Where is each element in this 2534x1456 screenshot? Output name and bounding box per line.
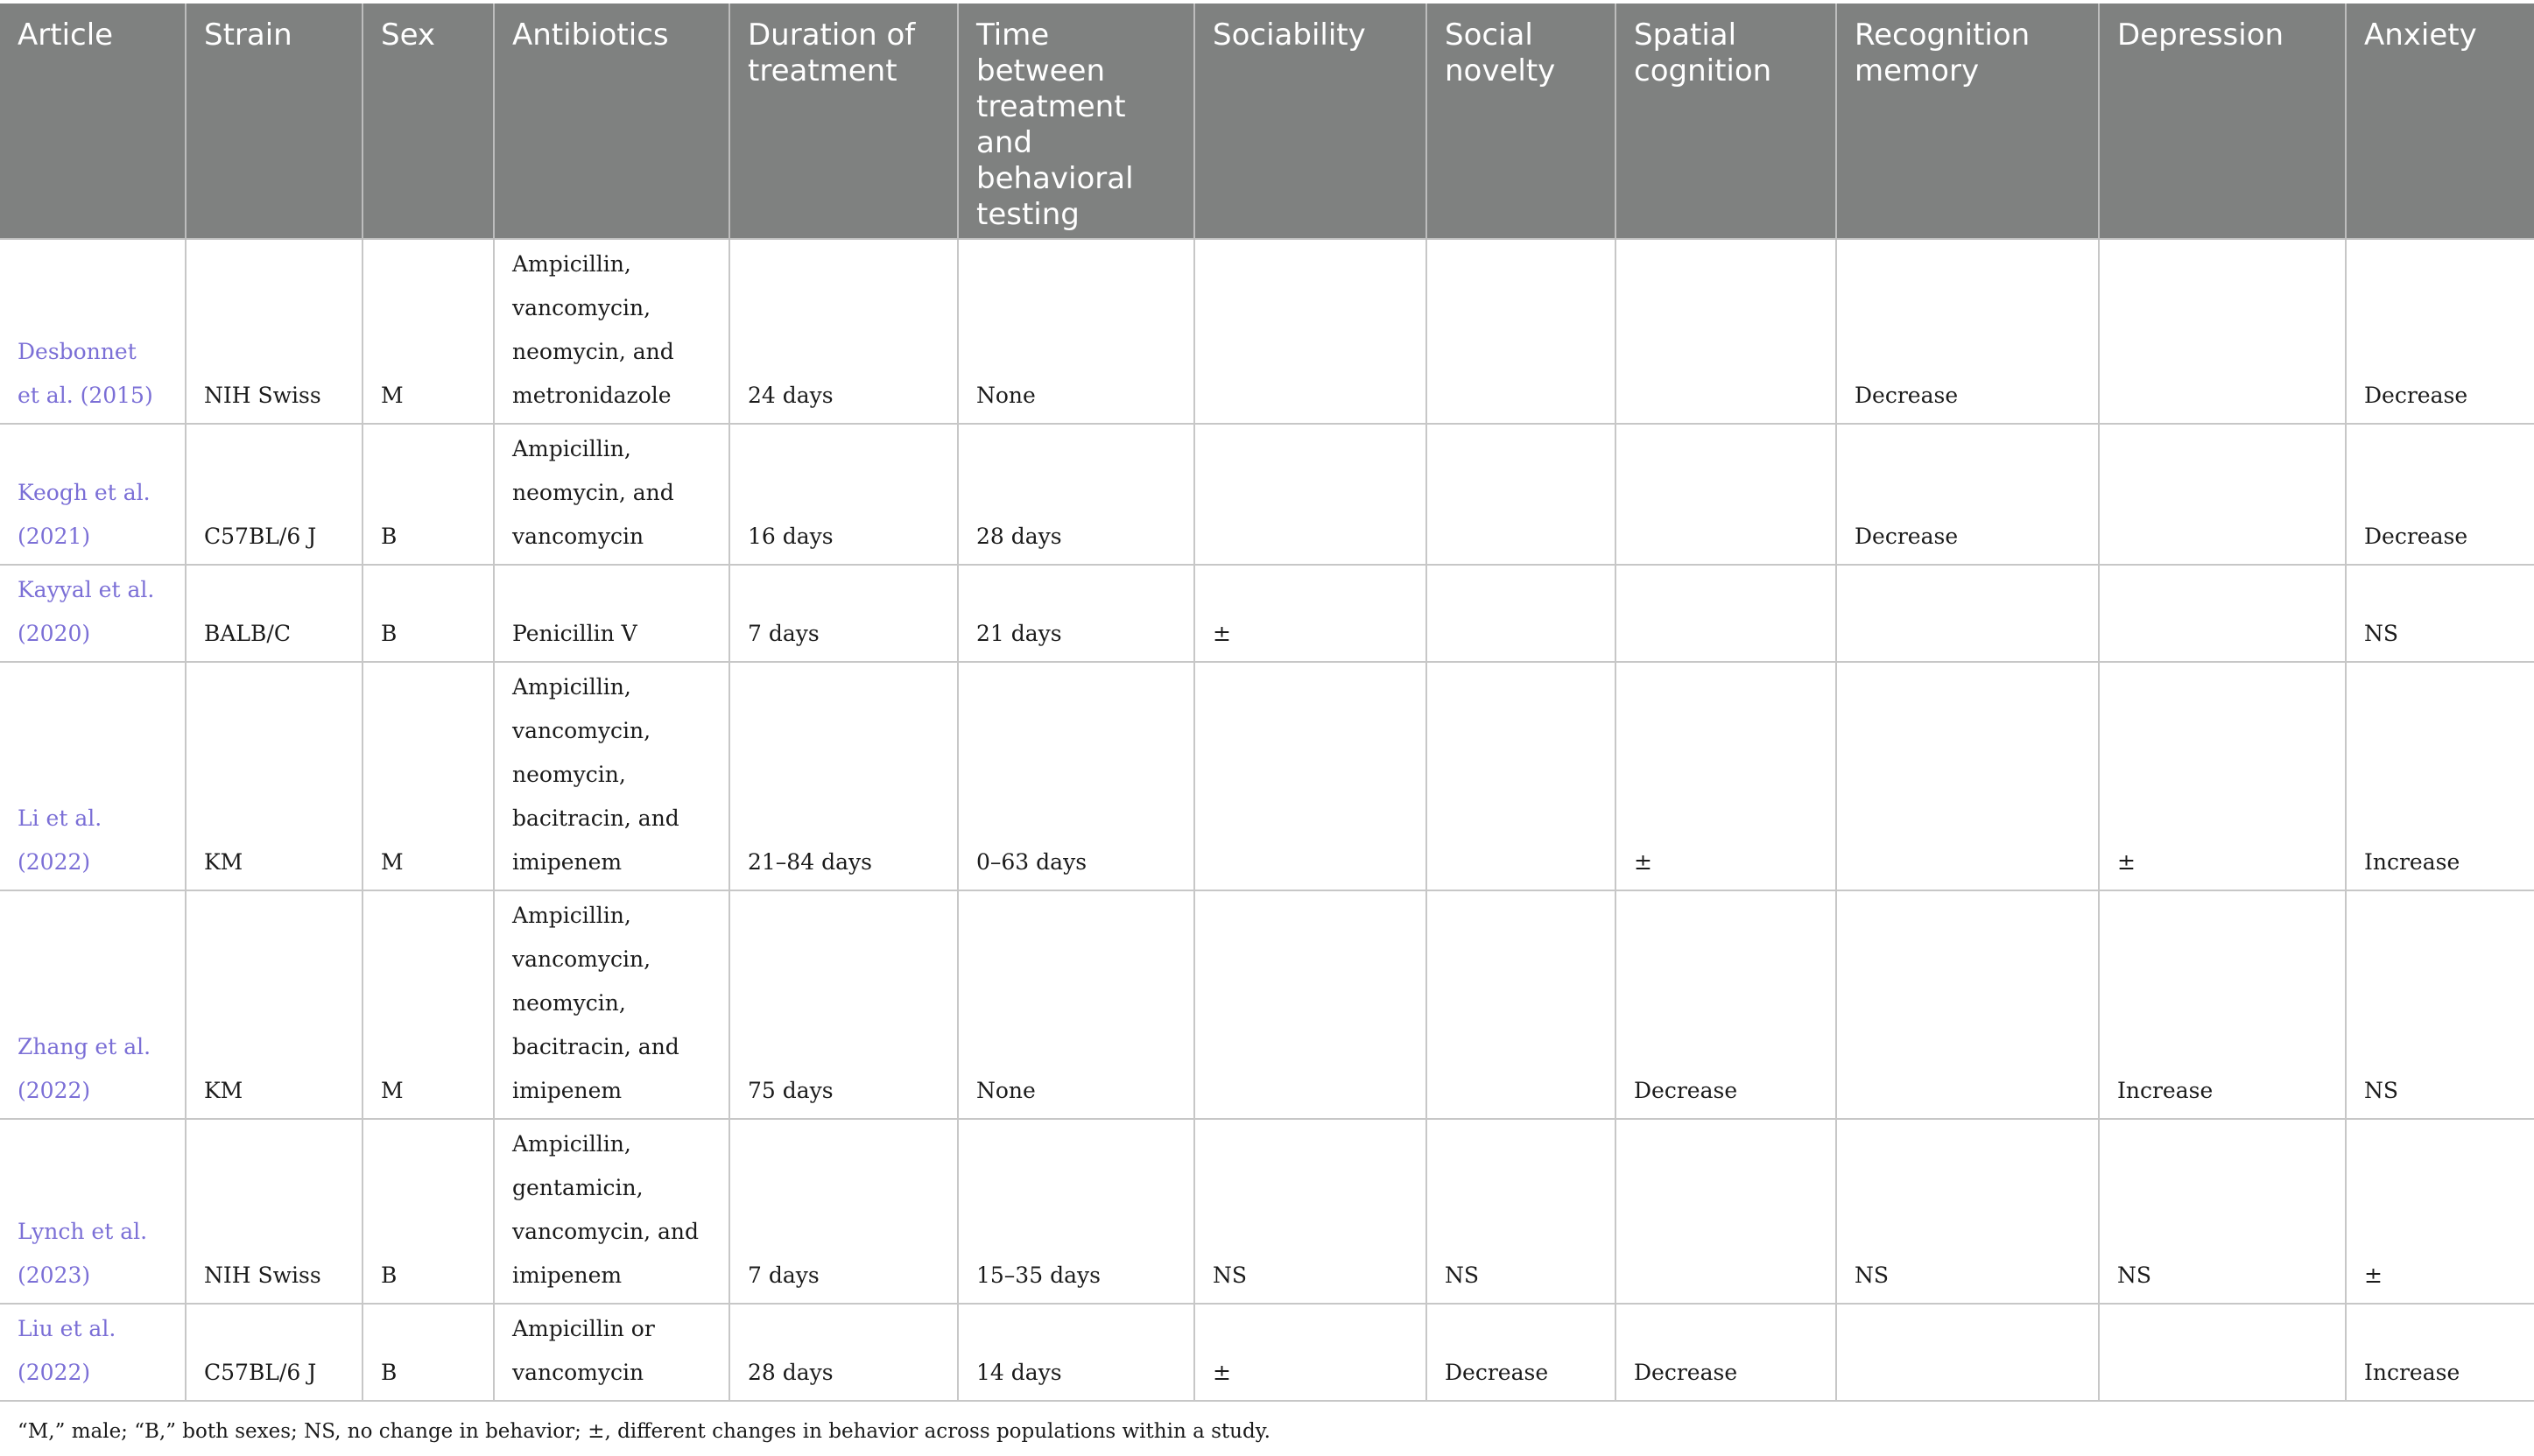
table-row [0,662,2534,890]
cell-time-between: 28 days [958,424,1194,565]
article-link[interactable]: Kayyal et al. (2020) [18,577,155,646]
cell-duration: 28 days [729,1304,958,1401]
column-header-recognition-memory: Recognition memory [1836,4,2099,239]
cell-time-between: 21 days [958,565,1194,662]
article-link[interactable]: Lynch et al. (2023) [18,1219,148,1288]
cell-spatial-cognition [1615,424,1836,565]
cell-strain: BALB/C [186,565,363,662]
cell-recognition-memory [1836,890,2099,1119]
cell-recognition-memory: Decrease [1836,424,2099,565]
cell-depression: ± [2099,662,2346,890]
cell-anxiety: NS [2346,890,2534,1119]
cell-sociability [1194,662,1426,890]
cell-recognition-memory [1836,662,2099,890]
cell-antibiotics: Ampicillin, vancomycin, neomycin, bacitracin, and imipenem [494,662,729,890]
cell-depression: NS [2099,1119,2346,1304]
cell-anxiety: Decrease [2346,424,2534,565]
table-row [0,239,2534,424]
article-link[interactable]: Keogh et al. (2021) [18,480,151,549]
cell-article[interactable] [0,1304,186,1401]
cell-article[interactable] [0,424,186,565]
cell-time-between: 0–63 days [958,662,1194,890]
cell-social-novelty [1426,662,1615,890]
header-row [0,4,2534,239]
table-body [0,239,2534,1401]
cell-duration: 21–84 days [729,662,958,890]
column-header-social-novelty: Social novelty [1426,4,1615,239]
column-header-sex: Sex [363,4,494,239]
cell-social-novelty [1426,565,1615,662]
cell-strain: KM [186,662,363,890]
cell-antibiotics: Ampicillin, vancomycin, neomycin, and metronidazole [494,239,729,424]
cell-recognition-memory [1836,1304,2099,1401]
cell-antibiotics: Ampicillin, vancomycin, neomycin, bacitracin, and imipenem [494,890,729,1119]
table-footnote: “M,” male; “B,” both sexes; NS, no change in behavior; ±, different changes in behavior across populations within a study. [18,1420,1271,1443]
cell-duration: 75 days [729,890,958,1119]
cell-article[interactable] [0,890,186,1119]
cell-social-novelty [1426,424,1615,565]
article-link[interactable]: Li et al. (2022) [18,805,102,875]
cell-strain: NIH Swiss [186,239,363,424]
column-header-sociability: Sociability [1194,4,1426,239]
column-header-anxiety: Anxiety [2346,4,2534,239]
cell-sociability: ± [1194,1304,1426,1401]
table-header [0,4,2534,239]
table-row [0,565,2534,662]
column-header-spatial-cognition: Spatial cognition [1615,4,1836,239]
cell-strain: NIH Swiss [186,1119,363,1304]
cell-recognition-memory [1836,565,2099,662]
article-link[interactable]: Desbonnet et al. (2015) [18,339,153,408]
cell-sex: B [363,565,494,662]
article-link[interactable]: Liu et al. (2022) [18,1316,116,1385]
cell-article[interactable] [0,565,186,662]
cell-recognition-memory: Decrease [1836,239,2099,424]
cell-time-between: None [958,239,1194,424]
cell-social-novelty [1426,239,1615,424]
cell-social-novelty: NS [1426,1119,1615,1304]
cell-strain: C57BL/6 J [186,1304,363,1401]
antibiotics-behavior-table [0,4,2534,1402]
cell-sociability [1194,424,1426,565]
cell-sociability [1194,239,1426,424]
cell-spatial-cognition [1615,1119,1836,1304]
cell-social-novelty [1426,890,1615,1119]
cell-anxiety: ± [2346,1119,2534,1304]
table-row [0,890,2534,1119]
cell-depression [2099,1304,2346,1401]
cell-sex: B [363,424,494,565]
cell-spatial-cognition [1615,565,1836,662]
cell-strain: KM [186,890,363,1119]
column-header-strain: Strain [186,4,363,239]
cell-time-between: None [958,890,1194,1119]
cell-strain: C57BL/6 J [186,424,363,565]
cell-article[interactable] [0,1119,186,1304]
cell-anxiety: Increase [2346,1304,2534,1401]
cell-anxiety: NS [2346,565,2534,662]
column-header-antibiotics: Antibiotics [494,4,729,239]
cell-time-between: 15–35 days [958,1119,1194,1304]
cell-antibiotics: Penicillin V [494,565,729,662]
table-row [0,1304,2534,1401]
column-header-depression: Depression [2099,4,2346,239]
cell-article[interactable] [0,239,186,424]
cell-sex: B [363,1119,494,1304]
cell-antibiotics: Ampicillin, gentamicin, vancomycin, and imipenem [494,1119,729,1304]
cell-sex: M [363,239,494,424]
cell-spatial-cognition: Decrease [1615,1304,1836,1401]
cell-duration: 7 days [729,565,958,662]
article-link[interactable]: Zhang et al. (2022) [18,1034,151,1103]
table-row [0,1119,2534,1304]
cell-article[interactable] [0,662,186,890]
cell-sociability: ± [1194,565,1426,662]
cell-duration: 16 days [729,424,958,565]
cell-antibiotics: Ampicillin or vancomycin [494,1304,729,1401]
cell-sex: B [363,1304,494,1401]
cell-time-between: 14 days [958,1304,1194,1401]
cell-antibiotics: Ampicillin, neomycin, and vancomycin [494,424,729,565]
cell-sex: M [363,662,494,890]
cell-spatial-cognition [1615,239,1836,424]
cell-sex: M [363,890,494,1119]
cell-recognition-memory: NS [1836,1119,2099,1304]
cell-social-novelty: Decrease [1426,1304,1615,1401]
table-container [0,4,2534,1402]
column-header-article: Article [0,4,186,239]
cell-sociability [1194,890,1426,1119]
cell-depression: Increase [2099,890,2346,1119]
cell-anxiety: Decrease [2346,239,2534,424]
table-row [0,424,2534,565]
cell-duration: 24 days [729,239,958,424]
column-header-time-between: Time between treatment and behavioral testing [958,4,1194,239]
cell-depression [2099,424,2346,565]
column-header-duration: Duration of treatment [729,4,958,239]
cell-anxiety: Increase [2346,662,2534,890]
cell-spatial-cognition: Decrease [1615,890,1836,1119]
cell-depression [2099,565,2346,662]
cell-depression [2099,239,2346,424]
cell-spatial-cognition: ± [1615,662,1836,890]
cell-sociability: NS [1194,1119,1426,1304]
cell-duration: 7 days [729,1119,958,1304]
